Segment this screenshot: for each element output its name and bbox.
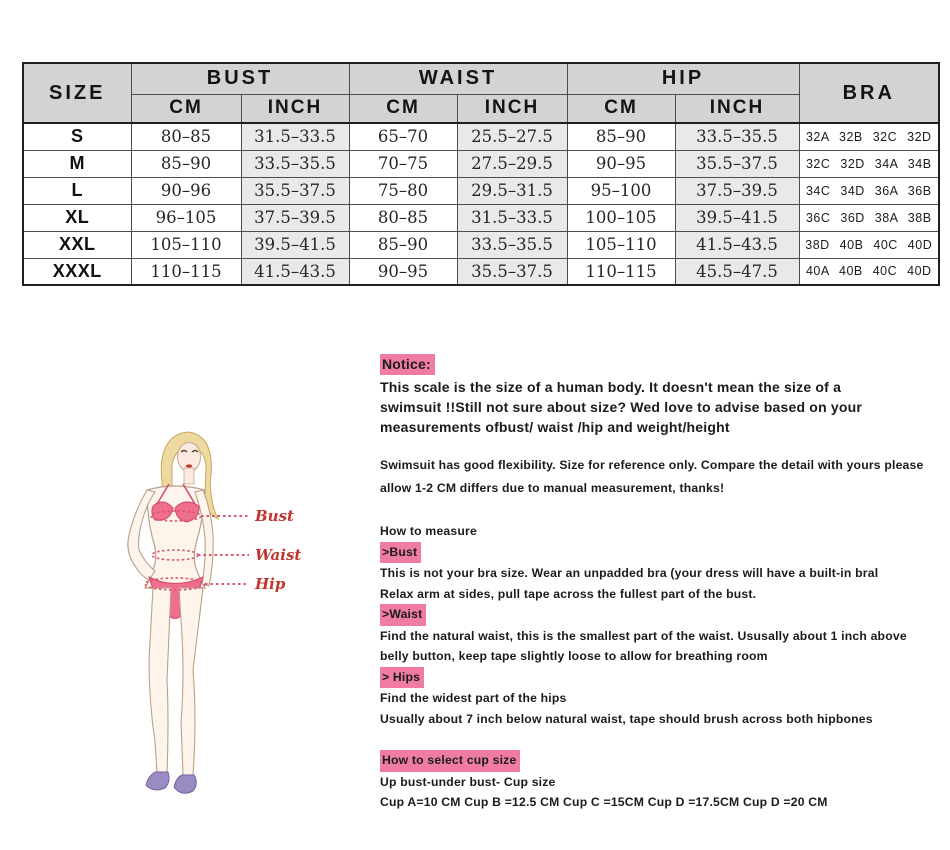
waist-label: Waist (255, 546, 302, 564)
table-row-m (23, 150, 939, 177)
waist-instruction-line: Find the natural waist, this is the smallest part of the waist. Ususally about 1 inch above (380, 628, 907, 643)
bust-instruction-line: Relax arm at sides, pull tape across the fullest part of the bust. (380, 586, 757, 601)
subheader-hip-inch: INCH (675, 94, 799, 123)
cell-waist-inch: 35.5–37.5 (457, 258, 567, 285)
subheader-waist-inch: INCH (457, 94, 567, 123)
flexibility-line: allow 1-2 CM differs due to manual measurement, thanks! (380, 480, 725, 495)
cell-bust-inch: 33.5–35.5 (241, 150, 349, 177)
cell-bust-cm: 80–85 (131, 123, 241, 150)
notice-line: swimsuit !!Still not sure about size? Wed love to advise based on your (380, 399, 863, 415)
cell-hip-cm: 100–105 (567, 204, 675, 231)
table-row-l (23, 177, 939, 204)
cell-waist-cm: 90–95 (349, 258, 457, 285)
subheader-waist-cm: CM (349, 94, 457, 123)
figure-illustration (105, 420, 375, 810)
cell-hip-inch: 39.5–41.5 (675, 204, 799, 231)
col-header-size: SIZE (23, 63, 131, 123)
size-chart-table (22, 62, 940, 286)
cell-waist-inch: 25.5–27.5 (457, 123, 567, 150)
bust-section-heading: >Bust (380, 542, 421, 564)
cell-size: S (23, 123, 131, 150)
cell-hip-inch: 41.5–43.5 (675, 231, 799, 258)
hips-instruction-line: Usually about 7 inch below natural waist, tape should brush across both hipbones (380, 711, 873, 726)
cell-bra: 36C 36D 38A 38B (799, 204, 939, 231)
cell-hip-inch: 37.5–39.5 (675, 177, 799, 204)
cup-size-heading: How to select cup size (380, 750, 520, 772)
cell-bust-inch: 41.5–43.5 (241, 258, 349, 285)
table-row-s (23, 123, 939, 150)
bust-instruction-line: This is not your bra size. Wear an unpadded bra (your dress will have a built-in bral (380, 566, 879, 580)
notice-line: This scale is the size of a human body. It doesn't mean the size of a (380, 379, 842, 395)
cup-size-line: Up bust-under bust- Cup size (380, 774, 556, 789)
cell-waist-cm: 70–75 (349, 150, 457, 177)
cell-bust-cm: 96–105 (131, 204, 241, 231)
cell-bra: 32A 32B 32C 32D (799, 123, 939, 150)
notice-heading: Notice: (380, 354, 435, 375)
cell-bust-cm: 105–110 (131, 231, 241, 258)
cell-size: M (23, 150, 131, 177)
cell-waist-cm: 75–80 (349, 177, 457, 204)
waist-section-heading: >Waist (380, 604, 426, 626)
measurement-figure-sketch (105, 420, 375, 810)
how-to-measure-heading: How to measure (380, 524, 477, 538)
notes-section (380, 354, 945, 813)
cell-size: L (23, 177, 131, 204)
cell-bust-inch: 35.5–37.5 (241, 177, 349, 204)
cell-waist-cm: 65–70 (349, 123, 457, 150)
hips-section-heading: > Hips (380, 667, 424, 689)
col-header-bra: BRA (799, 63, 939, 123)
cell-hip-cm: 110–115 (567, 258, 675, 285)
cell-hip-cm: 95–100 (567, 177, 675, 204)
cell-waist-cm: 85–90 (349, 231, 457, 258)
hip-label: Hip (255, 575, 286, 593)
cell-waist-inch: 27.5–29.5 (457, 150, 567, 177)
flexibility-line: Swimsuit has good flexibility. Size for reference only. Compare the detail with yours please (380, 458, 924, 472)
bust-label: Bust (255, 507, 294, 525)
cell-hip-cm: 105–110 (567, 231, 675, 258)
cell-bra: 34C 34D 36A 36B (799, 177, 939, 204)
notice-line: measurements ofbust/ waist /hip and weight/height (380, 419, 730, 435)
cell-bust-inch: 31.5–33.5 (241, 123, 349, 150)
cell-size: XL (23, 204, 131, 231)
cell-bra: 38D 40B 40C 40D (799, 231, 939, 258)
shoe-right (174, 775, 196, 793)
cell-waist-inch: 29.5–31.5 (457, 177, 567, 204)
cell-bra: 32C 32D 34A 34B (799, 150, 939, 177)
hips-instruction-line: Find the widest part of the hips (380, 691, 567, 705)
cell-bust-inch: 39.5–41.5 (241, 231, 349, 258)
cell-hip-inch: 35.5–37.5 (675, 150, 799, 177)
table-row-xxl (23, 231, 939, 258)
col-header-hip: HIP (567, 63, 799, 94)
cell-hip-inch: 45.5–47.5 (675, 258, 799, 285)
cell-bust-cm: 110–115 (131, 258, 241, 285)
shoe-left (146, 772, 169, 790)
cell-bust-cm: 85–90 (131, 150, 241, 177)
cell-waist-cm: 80–85 (349, 204, 457, 231)
cell-bust-cm: 90–96 (131, 177, 241, 204)
cell-size: XXXL (23, 258, 131, 285)
subheader-bust-inch: INCH (241, 94, 349, 123)
col-header-waist: WAIST (349, 63, 567, 94)
cell-size: XXL (23, 231, 131, 258)
table-row-xl (23, 204, 939, 231)
cell-hip-inch: 33.5–35.5 (675, 123, 799, 150)
table-row-xxxl (23, 258, 939, 285)
waist-instruction-line: belly button, keep tape slightly loose to allow for breathing room (380, 649, 768, 663)
subheader-hip-cm: CM (567, 94, 675, 123)
cell-hip-cm: 85–90 (567, 123, 675, 150)
col-header-bust: BUST (131, 63, 349, 94)
subheader-bust-cm: CM (131, 94, 241, 123)
cup-size-line: Cup A=10 CM Cup B =12.5 CM Cup C =15CM Cup D =17.5CM Cup D =20 CM (380, 795, 828, 809)
cell-bust-inch: 37.5–39.5 (241, 204, 349, 231)
cell-waist-inch: 31.5–33.5 (457, 204, 567, 231)
cell-waist-inch: 33.5–35.5 (457, 231, 567, 258)
cell-bra: 40A 40B 40C 40D (799, 258, 939, 285)
cell-hip-cm: 90–95 (567, 150, 675, 177)
